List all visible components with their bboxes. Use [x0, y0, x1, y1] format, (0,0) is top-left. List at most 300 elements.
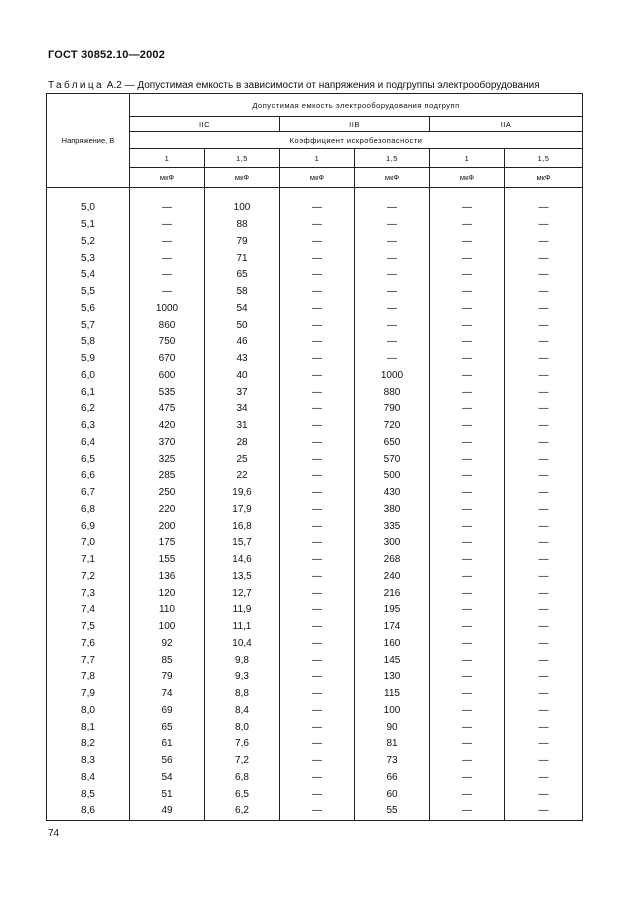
capacity-cell: — [280, 401, 355, 418]
capacity-cell: 8,4 [205, 703, 280, 720]
capacity-cell: — [505, 535, 583, 552]
capacity-cell: 136 [130, 569, 205, 586]
capacity-cell: 1000 [355, 368, 430, 385]
capacity-cell: — [280, 552, 355, 569]
capacity-cell: — [430, 284, 505, 301]
spacer-cell [47, 188, 130, 201]
table-row [47, 401, 583, 418]
capacity-cell: 9,3 [205, 669, 280, 686]
capacity-cell: 54 [205, 301, 280, 318]
capacity-cell: 14,6 [205, 552, 280, 569]
table-row [47, 552, 583, 569]
capacity-cell: 11,1 [205, 619, 280, 636]
spacer-cell [355, 188, 430, 201]
capacity-cell: 54 [130, 770, 205, 787]
capacity-cell: — [430, 502, 505, 519]
capacity-cell: — [505, 250, 583, 267]
capacity-cell: 16,8 [205, 518, 280, 535]
capacity-cell: 195 [355, 602, 430, 619]
table-row [47, 284, 583, 301]
table-row [47, 435, 583, 452]
voltage-cell: 8,5 [47, 786, 130, 803]
capacity-cell: 65 [205, 267, 280, 284]
spacer-cell [205, 188, 280, 201]
capacity-cell: 750 [130, 334, 205, 351]
voltage-cell: 6,3 [47, 418, 130, 435]
table-row [47, 485, 583, 502]
capacity-cell: — [355, 284, 430, 301]
capacity-cell: 69 [130, 703, 205, 720]
voltage-cell: 8,0 [47, 703, 130, 720]
capacity-cell: — [280, 518, 355, 535]
voltage-cell: 5,4 [47, 267, 130, 284]
spacer-cell [430, 188, 505, 201]
capacity-cell: — [355, 234, 430, 251]
capacity-cell: — [280, 334, 355, 351]
unit-header: мкФ [205, 168, 280, 188]
capacity-cell: 73 [355, 753, 430, 770]
voltage-cell: 8,4 [47, 770, 130, 787]
table-row [47, 803, 583, 820]
capacity-cell: — [505, 418, 583, 435]
capacity-cell: — [430, 686, 505, 703]
capacity-cell: — [280, 317, 355, 334]
table-row [47, 753, 583, 770]
capacity-header: Допустимая емкость электрооборудования подгрупп [130, 94, 583, 117]
table-caption-text: А.2 — Допустимая емкость в зависимости от напряжения и подгруппы электрооборудования [104, 80, 540, 91]
capacity-cell: — [130, 250, 205, 267]
capacity-cell: 66 [355, 770, 430, 787]
capacity-cell: — [280, 351, 355, 368]
capacity-cell: — [505, 770, 583, 787]
capacity-cell: 160 [355, 636, 430, 653]
unit-header: мкФ [505, 168, 583, 188]
voltage-cell: 7,3 [47, 585, 130, 602]
capacity-cell: — [280, 267, 355, 284]
voltage-cell: 8,2 [47, 736, 130, 753]
capacity-cell: — [505, 368, 583, 385]
capacity-cell: — [430, 753, 505, 770]
voltage-cell: 7,8 [47, 669, 130, 686]
unit-header: мкФ [355, 168, 430, 188]
spacer-cell [130, 188, 205, 201]
capacity-cell: 216 [355, 585, 430, 602]
capacity-cell: 285 [130, 468, 205, 485]
capacity-cell: — [280, 786, 355, 803]
capacity-cell: — [430, 585, 505, 602]
group-header-iib: IIB [280, 117, 430, 132]
voltage-cell: 5,3 [47, 250, 130, 267]
capacity-cell: 79 [130, 669, 205, 686]
voltage-cell: 8,6 [47, 803, 130, 820]
capacity-cell: — [430, 234, 505, 251]
capacity-cell: 43 [205, 351, 280, 368]
capacity-cell: 17,9 [205, 502, 280, 519]
capacity-cell: — [505, 552, 583, 569]
capacity-cell: 268 [355, 552, 430, 569]
capacity-cell: — [280, 753, 355, 770]
capacity-cell: — [130, 267, 205, 284]
table-row [47, 368, 583, 385]
capacity-cell: — [280, 234, 355, 251]
capacity-cell: 13,5 [205, 569, 280, 586]
unit-header: мкФ [280, 168, 355, 188]
capacity-cell: 60 [355, 786, 430, 803]
table-row [47, 351, 583, 368]
capacity-cell: 380 [355, 502, 430, 519]
capacity-cell: — [505, 435, 583, 452]
capacity-cell: 200 [130, 518, 205, 535]
capacity-cell: — [130, 200, 205, 217]
capacity-cell: 430 [355, 485, 430, 502]
capacity-cell: — [430, 250, 505, 267]
capacity-cell: 25 [205, 451, 280, 468]
capacity-cell: 100 [130, 619, 205, 636]
capacity-cell: — [505, 502, 583, 519]
capacity-cell: 570 [355, 451, 430, 468]
capacity-cell: 335 [355, 518, 430, 535]
capacity-cell: 8,8 [205, 686, 280, 703]
capacity-cell: — [280, 217, 355, 234]
voltage-cell: 6,4 [47, 435, 130, 452]
capacity-cell: — [505, 703, 583, 720]
capacity-cell: — [280, 384, 355, 401]
voltage-cell: 7,7 [47, 652, 130, 669]
capacity-cell: 7,6 [205, 736, 280, 753]
table-row [47, 317, 583, 334]
capacity-cell: 100 [205, 200, 280, 217]
voltage-cell: 7,9 [47, 686, 130, 703]
voltage-cell: 7,4 [47, 602, 130, 619]
capacity-cell: — [280, 468, 355, 485]
capacity-cell: — [280, 435, 355, 452]
voltage-cell: 5,6 [47, 301, 130, 318]
capacity-cell: — [505, 803, 583, 820]
capacity-cell: 500 [355, 468, 430, 485]
capacity-cell: — [505, 384, 583, 401]
capacity-cell: 51 [130, 786, 205, 803]
capacity-cell: — [505, 602, 583, 619]
capacity-cell: 7,2 [205, 753, 280, 770]
capacity-cell: 670 [130, 351, 205, 368]
capacity-cell: — [280, 250, 355, 267]
table-row [47, 518, 583, 535]
capacity-cell: 11,9 [205, 602, 280, 619]
capacity-cell: — [280, 485, 355, 502]
table-row [47, 569, 583, 586]
table-row [47, 669, 583, 686]
capacity-cell: — [430, 619, 505, 636]
capacity-cell: — [505, 636, 583, 653]
capacity-cell: — [430, 301, 505, 318]
factor-header: 1,5 [355, 149, 430, 168]
capacity-cell: — [430, 770, 505, 787]
capacity-cell: — [505, 585, 583, 602]
capacity-cell: — [430, 418, 505, 435]
capacity-cell: — [280, 585, 355, 602]
capacity-cell: — [280, 284, 355, 301]
voltage-cell: 7,6 [47, 636, 130, 653]
capacity-cell: 174 [355, 619, 430, 636]
table-caption [48, 80, 540, 91]
table-row [47, 619, 583, 636]
capacity-cell: 56 [130, 753, 205, 770]
capacity-cell: — [505, 736, 583, 753]
capacity-cell: — [130, 217, 205, 234]
table-row [47, 334, 583, 351]
table-row [47, 234, 583, 251]
voltage-cell: 6,9 [47, 518, 130, 535]
capacity-cell: 71 [205, 250, 280, 267]
capacity-cell: 28 [205, 435, 280, 452]
voltage-cell: 8,3 [47, 753, 130, 770]
capacity-cell: — [130, 234, 205, 251]
capacity-cell: — [505, 200, 583, 217]
capacity-cell: — [280, 535, 355, 552]
capacity-cell: — [280, 703, 355, 720]
capacity-cell: 55 [355, 803, 430, 820]
table-row [47, 786, 583, 803]
capacity-cell: 10,4 [205, 636, 280, 653]
capacity-cell: — [430, 736, 505, 753]
capacity-cell: — [505, 284, 583, 301]
capacity-cell: 74 [130, 686, 205, 703]
capacity-table [46, 93, 583, 821]
capacity-cell: — [505, 669, 583, 686]
capacity-cell: — [430, 368, 505, 385]
capacity-cell: — [355, 334, 430, 351]
capacity-cell: — [280, 569, 355, 586]
capacity-cell: 8,0 [205, 719, 280, 736]
factor-header: 1,5 [205, 149, 280, 168]
capacity-cell: 6,8 [205, 770, 280, 787]
capacity-cell: — [430, 636, 505, 653]
table-row [47, 652, 583, 669]
capacity-cell: — [355, 267, 430, 284]
capacity-cell: 880 [355, 384, 430, 401]
capacity-cell: 300 [355, 535, 430, 552]
capacity-cell: — [280, 719, 355, 736]
capacity-cell: — [430, 317, 505, 334]
voltage-cell: 5,1 [47, 217, 130, 234]
table-row [47, 770, 583, 787]
capacity-cell: 110 [130, 602, 205, 619]
capacity-cell: 650 [355, 435, 430, 452]
table-row [47, 250, 583, 267]
capacity-cell: 600 [130, 368, 205, 385]
capacity-cell: 79 [205, 234, 280, 251]
capacity-cell: 1000 [130, 301, 205, 318]
capacity-cell: — [430, 703, 505, 720]
capacity-cell: — [505, 401, 583, 418]
capacity-cell: 65 [130, 719, 205, 736]
voltage-cell: 7,5 [47, 619, 130, 636]
capacity-cell: — [355, 217, 430, 234]
capacity-cell: 240 [355, 569, 430, 586]
voltage-cell: 7,2 [47, 569, 130, 586]
capacity-cell: — [280, 451, 355, 468]
capacity-cell: 420 [130, 418, 205, 435]
capacity-cell: — [430, 552, 505, 569]
capacity-cell: — [280, 652, 355, 669]
capacity-cell: — [355, 351, 430, 368]
capacity-cell: 475 [130, 401, 205, 418]
capacity-cell: — [430, 518, 505, 535]
capacity-cell: — [280, 301, 355, 318]
capacity-cell: — [505, 351, 583, 368]
capacity-cell: 100 [355, 703, 430, 720]
capacity-cell: 40 [205, 368, 280, 385]
capacity-cell: 37 [205, 384, 280, 401]
table-row [47, 703, 583, 720]
capacity-cell: — [430, 384, 505, 401]
capacity-cell: 220 [130, 502, 205, 519]
voltage-cell: 6,1 [47, 384, 130, 401]
capacity-cell: — [355, 317, 430, 334]
capacity-cell: — [430, 451, 505, 468]
capacity-cell: 34 [205, 401, 280, 418]
voltage-cell: 7,0 [47, 535, 130, 552]
capacity-cell: — [430, 669, 505, 686]
table-row [47, 200, 583, 217]
table-row [47, 602, 583, 619]
capacity-cell: — [280, 368, 355, 385]
capacity-cell: 6,2 [205, 803, 280, 820]
coefficient-header: Коэффициент искробезопасности [130, 132, 583, 149]
capacity-cell: — [430, 652, 505, 669]
capacity-cell: — [430, 569, 505, 586]
capacity-cell: — [430, 401, 505, 418]
capacity-cell: 175 [130, 535, 205, 552]
table-row [47, 736, 583, 753]
capacity-cell: 720 [355, 418, 430, 435]
voltage-cell: 5,9 [47, 351, 130, 368]
capacity-cell: 130 [355, 669, 430, 686]
factor-header: 1 [130, 149, 205, 168]
voltage-cell: 5,5 [47, 284, 130, 301]
factor-header: 1 [430, 149, 505, 168]
capacity-cell: 860 [130, 317, 205, 334]
table-row [47, 535, 583, 552]
table-row [47, 636, 583, 653]
table-row [47, 267, 583, 284]
capacity-cell: 90 [355, 719, 430, 736]
capacity-cell: — [430, 786, 505, 803]
capacity-cell: — [505, 468, 583, 485]
table-row [47, 418, 583, 435]
table-row [47, 585, 583, 602]
capacity-cell: — [355, 200, 430, 217]
capacity-cell: — [355, 250, 430, 267]
capacity-cell: — [280, 200, 355, 217]
unit-header: мкФ [430, 168, 505, 188]
capacity-cell: 46 [205, 334, 280, 351]
capacity-cell: 325 [130, 451, 205, 468]
capacity-cell: — [430, 803, 505, 820]
capacity-cell: — [355, 301, 430, 318]
capacity-cell: — [505, 686, 583, 703]
capacity-cell: 22 [205, 468, 280, 485]
capacity-cell: — [505, 217, 583, 234]
capacity-cell: — [505, 485, 583, 502]
voltage-cell: 8,1 [47, 719, 130, 736]
voltage-cell: 7,1 [47, 552, 130, 569]
capacity-cell: — [280, 686, 355, 703]
capacity-cell: — [280, 602, 355, 619]
capacity-cell: 120 [130, 585, 205, 602]
capacity-cell: — [505, 652, 583, 669]
unit-header: мкФ [130, 168, 205, 188]
capacity-cell: 31 [205, 418, 280, 435]
capacity-cell: — [430, 602, 505, 619]
capacity-cell: 49 [130, 803, 205, 820]
capacity-cell: — [430, 200, 505, 217]
table-row [47, 686, 583, 703]
table-row [47, 719, 583, 736]
table-row [47, 502, 583, 519]
voltage-cell: 5,0 [47, 200, 130, 217]
voltage-cell: 5,2 [47, 234, 130, 251]
capacity-cell: — [280, 502, 355, 519]
capacity-cell: — [505, 753, 583, 770]
voltage-cell: 6,2 [47, 401, 130, 418]
capacity-cell: — [430, 217, 505, 234]
capacity-cell: — [505, 301, 583, 318]
capacity-cell: — [505, 518, 583, 535]
capacity-cell: 115 [355, 686, 430, 703]
capacity-cell: — [430, 468, 505, 485]
capacity-cell: — [505, 569, 583, 586]
capacity-cell: 92 [130, 636, 205, 653]
voltage-cell: 5,8 [47, 334, 130, 351]
voltage-cell: 6,7 [47, 485, 130, 502]
table-row [47, 384, 583, 401]
capacity-cell: 19,6 [205, 485, 280, 502]
table-body [47, 200, 583, 820]
capacity-cell: — [280, 736, 355, 753]
voltage-header: Напряжение, В [47, 94, 130, 188]
capacity-cell: — [430, 435, 505, 452]
group-header-iia: IIA [430, 117, 583, 132]
capacity-cell: — [430, 485, 505, 502]
capacity-cell: — [280, 619, 355, 636]
capacity-cell: — [505, 786, 583, 803]
capacity-cell: — [130, 284, 205, 301]
capacity-cell: — [430, 267, 505, 284]
capacity-cell: 145 [355, 652, 430, 669]
capacity-cell: — [280, 669, 355, 686]
capacity-cell: 81 [355, 736, 430, 753]
capacity-cell: 15,7 [205, 535, 280, 552]
capacity-cell: 85 [130, 652, 205, 669]
capacity-cell: 9,8 [205, 652, 280, 669]
standard-number: ГОСТ 30852.10—2002 [48, 49, 166, 61]
capacity-cell: 155 [130, 552, 205, 569]
voltage-cell: 6,8 [47, 502, 130, 519]
table-row [47, 451, 583, 468]
factor-header: 1,5 [505, 149, 583, 168]
page-number: 74 [48, 828, 60, 839]
capacity-cell: 12,7 [205, 585, 280, 602]
spacer-cell [505, 188, 583, 201]
capacity-cell: — [280, 418, 355, 435]
group-header-iic: IIC [130, 117, 280, 132]
spacer-cell [280, 188, 355, 201]
capacity-cell: — [280, 636, 355, 653]
capacity-cell: 50 [205, 317, 280, 334]
capacity-cell: 58 [205, 284, 280, 301]
capacity-cell: — [280, 803, 355, 820]
